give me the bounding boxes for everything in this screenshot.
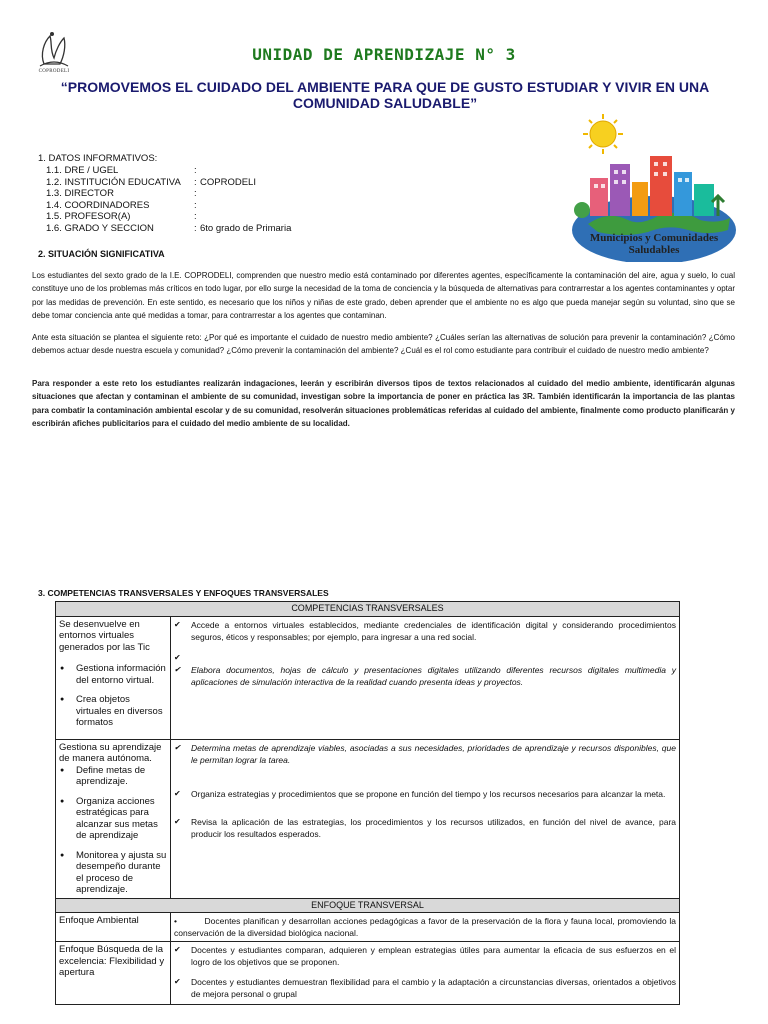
unit-title: UNIDAD DE APRENDIZAJE N° 3 <box>252 45 516 64</box>
table-row <box>56 913 680 942</box>
datos-sep: : <box>194 165 197 176</box>
check-item: ✔ Docentes y estudiantes demuestran flexibilidad para el cambio y la adaptación a circunstancias diversas, orientados a objetivos de mejora personal o grupal <box>174 977 676 999</box>
check-item: ✔ Docentes y estudiantes comparan, adquieren y emplean estrategias útiles para aumentar la eficacia de sus esfuerzos en el logro de los objetivos que se proponen. <box>174 945 676 967</box>
datos-label: 1.6. GRADO Y SECCION <box>46 222 154 234</box>
situacion-paragraph-3: Para responder a este reto los estudiantes realizarán indagaciones, leerán y escribirán diversos tipos de textos relacionados al cuidado del medio ambiente, identificarán algunas situaciones que afectan y contaminan el ambiente de su comunidad, investigan sobre la importancia de poner en práctica las 3R. También identificarán la importancia de las plantas para combatir la contaminación ambiental escolar y de su comunidad, resolverán situaciones problemáticas referidas al cuidado del ambiente, finalmente como producto planificarán y escribirán afiches publicitarios para el cuidado del medio ambiente de su localidad. <box>32 379 735 429</box>
datos-label: 1.5. PROFESOR(A) <box>46 211 131 222</box>
list-item: ● Organiza acciones estratégicas para alcanzar sus metas de aprendizaje <box>59 796 167 842</box>
check-icon: ✔ <box>174 816 181 826</box>
datos-label: 1.2. INSTITUCIÓN EDUCATIVA <box>46 176 181 188</box>
check-icon: ✔ <box>174 977 181 986</box>
situacion-paragraph-2: Ante esta situación se plantea el siguiente reto: ¿Por qué es importante el cuidado de nuestro medio ambiente? ¿Cuáles serían las alternativas de solución para prevenir la contaminación? ¿Cómo debemos actuar desde nuestra escuela y comunidad? ¿Cómo prevenir la contaminación del ambiente? ¿Cuál es el rol como estudiante para contribuir el cuidado de nuestro medio ambiente? <box>32 333 735 356</box>
check-icon: ✔ <box>174 788 181 798</box>
datos-sep: : <box>194 222 197 234</box>
competencia-cell <box>56 739 171 898</box>
datos-sep: : <box>194 188 197 199</box>
illustration-caption: Municipios y Comunidades Saludables <box>589 232 719 256</box>
list-item: ● Crea objetos virtuales en diversos formatos <box>59 694 167 729</box>
check-item: ✔ Organiza estrategias y procedimientos que se propone en función del tiempo y los recursos necesarios para alcanzar la meta. <box>174 788 666 799</box>
capacidades-cell <box>171 739 680 898</box>
competencias-heading: 3. COMPETENCIAS TRANSVERSALES Y ENFOQUES TRANSVERSALES <box>38 588 329 598</box>
check-icon: ✔ <box>174 945 181 954</box>
logo-caption: COPRODELI <box>38 69 70 74</box>
capacidades-cell <box>171 616 680 739</box>
datos-row <box>38 165 197 177</box>
datos-sep: : <box>194 176 197 188</box>
check-item: ✔ Elabora documentos, hojas de cálculo y presentaciones digitales utilizando diferentes recursos digitales multimedia y aplicaciones de simulación interactiva de la realidad cuando presenta ideas y proyectos. <box>174 664 676 687</box>
competencias-table <box>55 601 680 1005</box>
enfoque-item: • Docentes planifican y desarrollan acciones pedagógicas a favor de la preservación de la flora y fauna local, promoviendo la conservación de la diversidad biológica nacional. <box>174 916 676 938</box>
check-icon: ✔ <box>174 664 181 674</box>
main-title: “PROMOVEMOS EL CUIDADO DEL AMBIENTE PARA QUE DE GUSTO ESTUDIAR Y VIVIR EN UNA COMUNIDAD SALUDABLE” <box>60 79 710 111</box>
enfoque-table-header: ENFOQUE TRANSVERSAL <box>56 898 680 913</box>
list-item: ● Define metas de aprendizaje. <box>59 765 167 788</box>
datos-row <box>38 222 292 235</box>
table-row <box>56 616 680 739</box>
competencia-title: Gestiona su aprendizaje de manera autónoma. <box>59 741 162 764</box>
competencia-title: Se desenvuelve en entornos virtuales generados por las Tic <box>59 618 150 653</box>
situacion-paragraph-1: Los estudiantes del sexto grado de la I.E. COPRODELI, comprenden que nuestro medio está contaminado por diferentes agentes, específicamente la contaminación del aire, agua y suelo, lo cual constituye uno de los problemas más críticos en todo lugar, por ello surge la necesidad de la toma de conciencia y la búsqueda de alternativas para contrarrestar a los agentes contaminantes y optar por las medidas de prevención. En este sentido, es necesario que los niños y niñas de este grado, deben aprender que el ambiente no es algo que pueda manejar según su voluntad, sino que se debe tomar conciencia ante qué medidas a tomar, para contrarrestar a los agentes que contaminan. <box>32 271 735 321</box>
check-icon: ✔ <box>174 652 181 662</box>
bullet-icon: • <box>174 916 205 926</box>
datos-value: COPRODELI <box>200 176 256 188</box>
enfoque-title: Enfoque Ambiental <box>56 913 171 942</box>
situacion-heading: 2. SITUACIÓN SIGNIFICATIVA <box>38 249 165 259</box>
sun-icon <box>583 114 623 154</box>
competencia-cell <box>56 616 171 739</box>
check-item: ✔ Accede a entornos virtuales establecidos, mediante credenciales de identificación digital y considerando procedimientos seguros, éticos y responsables; por ejemplo, para ingresar a una red social. <box>174 619 676 642</box>
table-row <box>56 942 680 1005</box>
datos-row <box>38 199 197 212</box>
datos-label: 1.1. DRE / UGEL <box>46 165 119 176</box>
datos-row <box>38 188 197 200</box>
enfoque-cell <box>171 913 680 942</box>
check-item: ✔ Determina metas de aprendizaje viables, asociadas a sus necesidades, prioridades de aprendizaje y recursos disponibles, que le permitan lograr la tarea. <box>174 742 676 765</box>
table-row <box>56 739 680 898</box>
datos-sep: : <box>194 211 197 222</box>
datos-label: 1.3. DIRECTOR <box>46 188 114 199</box>
check-item <box>174 652 676 664</box>
check-icon: ✔ <box>174 619 181 629</box>
datos-label: 1.4. COORDINADORES <box>46 199 150 211</box>
check-icon: ✔ <box>174 742 181 752</box>
enfoque-cell <box>171 942 680 1005</box>
check-item: ✔ Revisa la aplicación de las estrategias, los procedimientos y los recursos utilizados, en función del nivel de avance, para producir los resultados esperados. <box>174 816 676 839</box>
list-item: ● Gestiona información del entorno virtual. <box>59 663 167 686</box>
datos-heading: 1. DATOS INFORMATIVOS: <box>38 153 158 164</box>
datos-informativos <box>38 153 292 234</box>
datos-sep: : <box>194 199 197 211</box>
datos-row <box>38 176 256 189</box>
datos-row <box>38 211 197 223</box>
competencias-table-header: COMPETENCIAS TRANSVERSALES <box>56 602 680 617</box>
enfoque-title: Enfoque Búsqueda de la excelencia: Flexibilidad y apertura <box>56 942 171 1005</box>
list-item: ● Monitorea y ajusta su desempeño durante el proceso de aprendizaje. <box>59 850 167 896</box>
datos-value: 6to grado de Primaria <box>200 222 292 234</box>
